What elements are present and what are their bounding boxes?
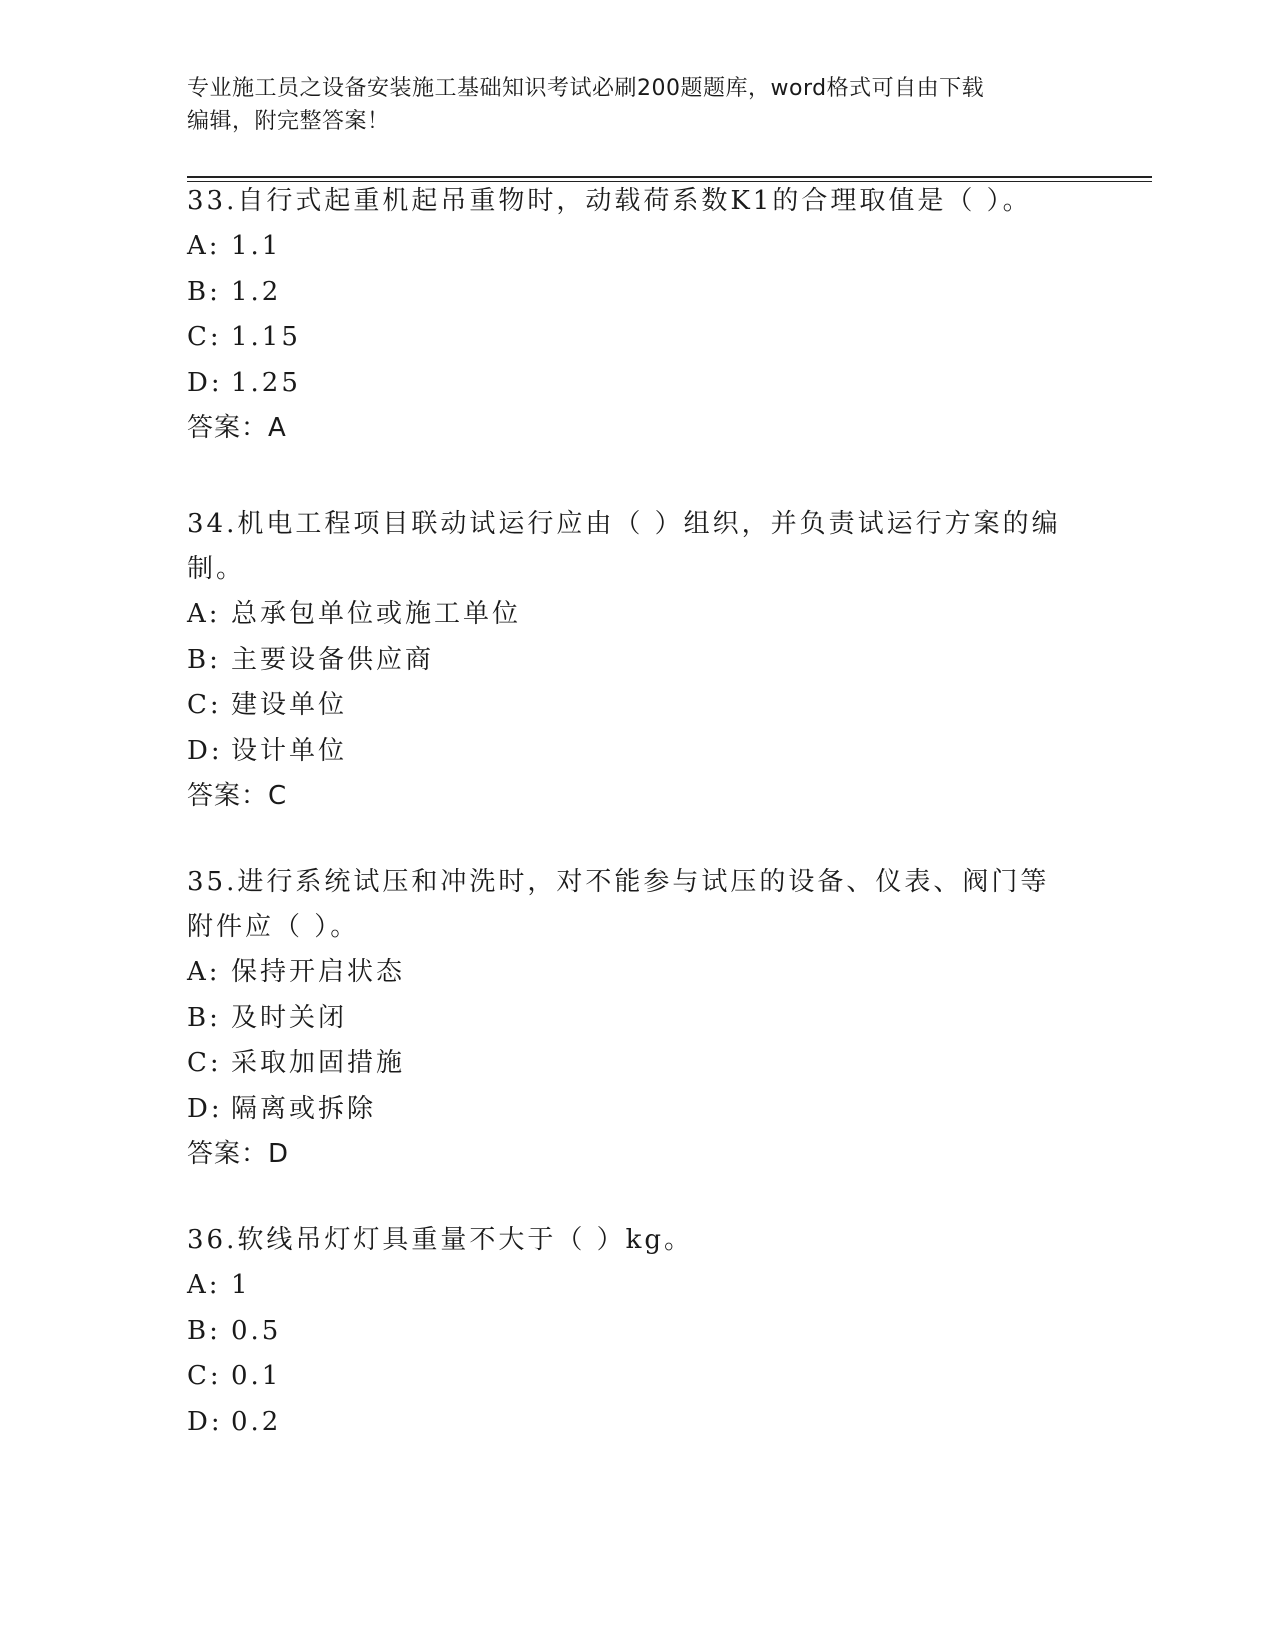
option-b (187, 270, 1067, 316)
header-divider-thick (187, 176, 1152, 178)
question-stem: 33.自行式起重机起吊重物时，动载荷系数K1的合理取值是（ ）。 (187, 186, 1032, 216)
option-label: C: (187, 690, 222, 720)
question-block-34 (187, 502, 1067, 819)
option-label: A: (187, 599, 221, 629)
option-c (187, 315, 1067, 361)
answer-line: 答案：D (187, 1139, 290, 1169)
option-a (187, 950, 1067, 996)
option-text: 隔离或拆除 (231, 1093, 377, 1124)
option-text: 1.15 (231, 322, 301, 352)
option-d (187, 361, 1067, 407)
option-text: 1.2 (231, 276, 282, 307)
option-label: C: (187, 322, 222, 352)
question-block-36 (187, 1218, 1067, 1445)
option-text: 1.1 (231, 231, 282, 261)
option-a (187, 224, 1067, 270)
option-label: C: (187, 1361, 222, 1391)
option-label: B: (187, 1002, 221, 1033)
option-label: D: (187, 1093, 223, 1124)
option-d (187, 1087, 1067, 1133)
option-text: 0.1 (231, 1361, 282, 1391)
option-d (187, 1400, 1067, 1446)
answer-line: 答案：C (187, 781, 288, 811)
document-header (187, 72, 1067, 138)
option-label: A: (187, 957, 221, 987)
option-label: C: (187, 1048, 222, 1078)
answer-line: 答案：A (187, 413, 287, 443)
option-b (187, 638, 1067, 684)
option-label: B: (187, 644, 221, 675)
option-text: 采取加固措施 (231, 1048, 406, 1078)
option-label: B: (187, 1315, 221, 1346)
option-text: 设计单位 (231, 735, 348, 766)
option-c (187, 1354, 1067, 1400)
option-text: 主要设备供应商 (231, 644, 435, 675)
question-stem: 36.软线吊灯灯具重量不大于（ ）kg。 (187, 1225, 694, 1255)
header-line-2: 编辑，附完整答案！ (187, 109, 390, 134)
option-label: D: (187, 1406, 223, 1437)
option-text: 保持开启状态 (231, 957, 406, 987)
question-block-35 (187, 860, 1067, 1177)
option-text: 建设单位 (231, 690, 348, 720)
header-line-1: 专业施工员之设备安装施工基础知识考试必刷200题题库，word格式可自由下载 (187, 76, 985, 101)
option-text: 0.5 (231, 1315, 282, 1346)
option-label: D: (187, 367, 223, 398)
option-label: A: (187, 1270, 221, 1300)
option-b (187, 1309, 1067, 1355)
option-text: 0.2 (231, 1406, 282, 1437)
option-a (187, 592, 1067, 638)
option-text: 及时关闭 (231, 1002, 348, 1033)
option-label: D: (187, 735, 223, 766)
question-stem: 35.进行系统试压和冲洗时，对不能参与试压的设备、仪表、阀门等附件应（ ）。 (187, 867, 1050, 942)
option-a (187, 1263, 1067, 1309)
option-text: 1 (231, 1270, 251, 1300)
question-block-33 (187, 179, 1067, 451)
option-label: A: (187, 231, 221, 261)
option-text: 1.25 (231, 367, 301, 398)
question-stem: 34.机电工程项目联动试运行应由（ ）组织，并负责试运行方案的编制。 (187, 509, 1061, 584)
option-b (187, 996, 1067, 1042)
option-text: 总承包单位或施工单位 (231, 599, 522, 629)
option-d (187, 729, 1067, 775)
option-label: B: (187, 276, 221, 307)
option-c (187, 683, 1067, 729)
option-c (187, 1041, 1067, 1087)
